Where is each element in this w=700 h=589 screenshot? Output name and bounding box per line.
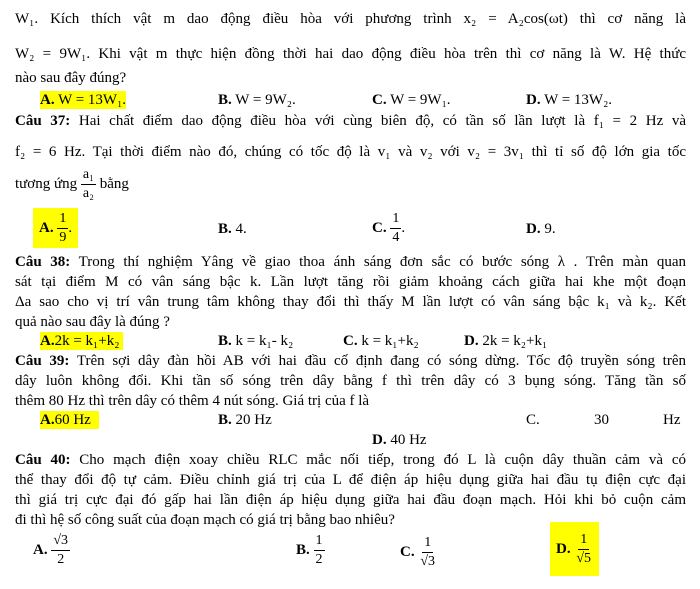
q39-option-a: A.60 Hz [40,411,99,429]
q37-option-a: A. $\frac{1}{9}$ . [33,208,78,248]
q39-option-c-value: 30 [594,412,609,428]
q40-option-a: A. $\frac{√3}{2}$ [33,533,69,568]
q39-line-2: dây luôn không đổi. Khi tần số sóng trên dây bằng f thì trên dây có 3 bụng sóng. Tăng tần số [15,373,686,389]
q40-option-b: B. $\frac{1}{2}$ [296,533,323,568]
q40-line-3: thì giá trị cực đại đó gấp hai lần điện áp hiệu dụng giữa hai đầu đoạn mạch. Hỏi khi bỏ cuộn cảm [15,492,686,508]
q38-option-b: B. k = k₁- k₂ [218,333,294,349]
q40-line-1: Câu 40: Cho mạch điện xoay chiều RLC mắc nối tiếp, trong đó L là cuộn dây thuần cảm và có [15,452,686,468]
intro-option-b: B. W = 9W₂. [218,92,296,108]
q38-line-3: Δa sao cho vị trí vân trung tâm không thay đổi thì thấy M lần lượt có vân sáng bậc k₁ và k₂. Kết [15,294,686,310]
q37-ratio-fraction: $\frac{\text{a₁}}{\text{a₂}}$ [82,167,94,202]
q38-option-a: A.2k = k₁+k₂ [40,332,123,350]
q39-option-b: B. 20 Hz [218,412,272,428]
q40-line-4: đi thì hệ số công suất của đoạn mạch có giá trị bằng bao nhiêu? [15,512,395,528]
q39-option-c-unit: Hz [663,412,681,428]
intro-option-d: D. W = 13W₂. [526,92,613,108]
q37-option-c: C. $\frac{1}{4}$ . [372,211,406,246]
q38-option-c: C. k = k₁+k₂ [343,333,419,349]
intro-option-a: A. W = 13W₁. [40,92,127,108]
q37-line-3: tương ứng $\frac{\text{a₁}}{\text{a₂}}$ bằng [15,167,129,202]
q37-option-d: D. 9. [526,221,556,237]
q40-option-c: C. $\frac{1}{√3}$ [400,535,436,570]
q40-line-2: thể thay đổi độ tự cảm. Điều chỉnh giá trị của L để điện áp hiệu dụng giữa hai đầu tụ điện cực đại [15,472,686,488]
q39-line-3: thêm 80 Hz thì trên dây có thêm 4 nút sóng. Giá trị của f là [15,393,370,409]
intro-line-2: W₂ = 9W₁. Khi vật m thực hiện đồng thời hai dao động điều hòa trên thì cơ năng là W. Hệ thức [15,46,686,62]
q38-line-1: Câu 38: Trong thí nghiệm Yâng về giao thoa ánh sáng đơn sắc có bước sóng λ . Trên màn quan [15,254,686,270]
intro-option-c: C. W = 9W₁. [372,92,451,108]
q38-line-2: sát tại điểm M có vân sáng bậc k. Lần lượt tăng rồi giảm khoảng cách giữa hai khe một đoạn [15,274,686,290]
q39-option-c-letter: C. [526,412,540,428]
q40-option-d: D. $\frac{1}{√5}$ [550,522,599,576]
q38-line-4: quả nào sau đây là đúng ? [15,314,170,330]
q39-option-d: D. 40 Hz [372,432,427,448]
intro-line-1: W₁. Kích thích vật m dao động điều hòa với phương trình x₂ = A₂cos(ωt) thì cơ năng là [15,11,686,27]
q37-line-1: Câu 37: Hai chất điểm dao động điều hòa với cùng biên độ, có tần số lần lượt là f₁ = 2 Hz và [15,113,686,129]
intro-line-3: nào sau đây đúng? [15,70,127,86]
q39-line-1: Câu 39: Trên sợi dây đàn hồi AB với hai đầu cố định đang có sóng dừng. Tốc độ truyền sóng trên [15,353,687,369]
q38-option-d: D. 2k = k₂+k₁ [464,333,548,349]
q37-option-b: B. 4. [218,221,247,237]
q37-line-2: f₂ = 6 Hz. Tại thời điểm nào đó, chúng có tốc độ là v₁ và v₂ với v₂ = 3v₁ thì tỉ số độ lớn gia tốc [15,144,686,160]
